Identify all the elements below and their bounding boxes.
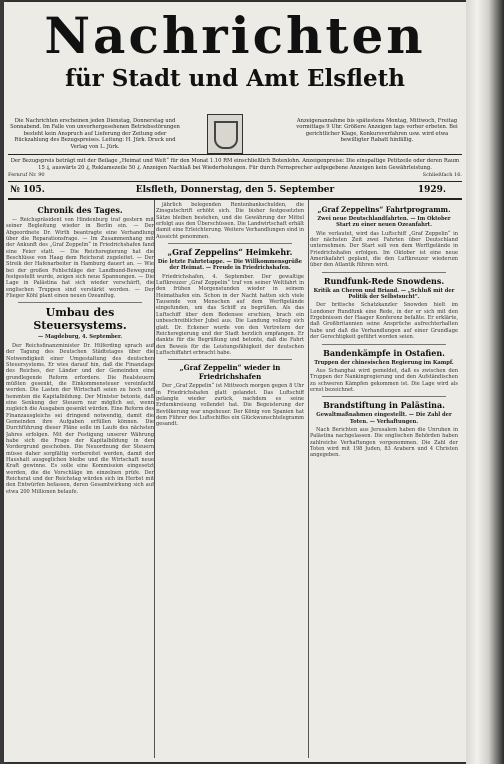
divider	[322, 272, 446, 273]
article-subheading: — Magdeburg, 4. September.	[37, 334, 123, 341]
article-heading: Chronik des Tages.	[37, 205, 123, 215]
article-text: Friedrichshafen, 4. September. Der gewaltige Luftkreuzer „Graf Zeppelin“ traf von seiner Weltfahrt in den frühen Morgenstunden wieder in seinem Heimathafen ein. Schon in der Nacht hatten sich viele Tausende von Menschen auf dem Werftgelände eingefunden, um das Schiff zu begrüßen. Als das Luftschiff über dem Bodensee erschien, brach ein unbeschreiblicher Jubel aus. Die Landung vollzog sich glatt. Dr. Eckener wurde von den Vertretern der Reichsregierung und der Stadt herzlich empfangen. Er dankte für die Begrüßung und betonte, daß die Fahrt den Beweis für die Leistungsfähigkeit der deutschen Luftschiffahrt erbracht habe.	[156, 273, 304, 356]
divider	[8, 181, 462, 182]
divider	[8, 154, 462, 155]
column-rule	[154, 200, 155, 758]
price-line: Der Bezugspreis beträgt mit der Beilage „Heimat und Welt“ für den Monat 1.10 RM einschließlich Botenlohn. Anzeigenpreise: Die einspaltige Petitzeile oder deren Raum 15 ₰, auswärts 20 ₰, Reklamezeile 50 ₰. Anzeigen Nachlaß bei Wiederholungen. Für durch Fernsprecher aufgegebene Anzeigen kein Gewährleistung.	[10, 158, 460, 171]
page-edge	[466, 0, 504, 764]
article-subheading: Gewaltmaßnahmen eingestellt. — Die Zahl der Toten. — Verhaftungen.	[316, 412, 452, 425]
article-heading: „Graf Zeppelins“ Heimkehr.	[167, 247, 293, 258]
article-heading: „Graf Zeppelins“ Fahrtprogramm.	[317, 205, 451, 214]
article-subheading: Die letzte Fahrtetappe. — Die Willkommensgrüße der Heimat. — Freude in Friedrichshafen.	[157, 259, 303, 272]
article-heading: Bandenkämpfe in Ostafien.	[323, 347, 445, 358]
masthead	[4, 8, 466, 92]
article-heading: Brandstiftung in Palästina.	[323, 400, 445, 411]
article-subheading: Zwei neue Deutschlandfahrten. — Im Oktober Start zu einer neuen Ozeanfahrt.	[317, 216, 451, 229]
divider	[322, 344, 446, 345]
column-2	[156, 202, 304, 758]
divider	[168, 359, 292, 360]
article-subheading: Truppen der chinesischen Regierung im Kampf.	[314, 359, 454, 366]
divider	[18, 302, 142, 303]
article-text: Der britische Schatzkanzler Snowden hielt im Londoner Rundfunk eine Rede, in der er sich mit den Ergebnissen der Haager Konferenz befaßte. Er erklärte, daß Großbritannien seine Ansprüche aufrechterhalten habe und daß die Verhandlungen auf einer Grundlage der Gerechtigkeit geführt worden seien.	[310, 302, 458, 341]
article-text: Wie verlautet, wird das Luftschiff „Graf Zeppelin“ in der nächsten Zeit zwei Fahrten über Deutschland unternehmen. Der Start soll von dem Werftgelände in Friedrichshafen erfolgen. Im Oktober ist eine neue Amerikafahrt geplant, die den Luftkreuzer wiederum über den Atlantik führen wird.	[310, 230, 458, 269]
divider	[168, 243, 292, 244]
column-rule	[308, 200, 309, 758]
coat-of-arms-icon	[207, 114, 243, 154]
post-box: Schließfach 16.	[422, 172, 462, 178]
masthead-subtitle: für Stadt und Amt Elsfleth	[65, 65, 405, 92]
dateline	[8, 185, 462, 197]
column-1	[6, 202, 154, 758]
article-text: Der Reichsfinanzminister Dr. Hilferding sprach auf der Tagung des Deutschen Städtetages über die Notwendigkeit einer Umgestaltung des deutschen Steuersystems. Er wies darauf hin, daß die Finanzlage des Reiches, der Länder und der Gemeinden eine grundlegende Reform erfordere. Die Realsteuern müßten gesenkt, die Einkommensteuer vereinfacht werden. Die Lasten der Wirtschaft seien zu hoch und hemmten die Kapitalbildung. Der Minister betonte, daß eine Senkung der Steuern nur möglich sei, wenn zugleich die Ausgaben gesenkt würden. Eine Reform des Finanzausgleichs sei dringend notwendig, damit die Gemeinden ihre Aufgaben erfüllen können. Die Durchführung dieser Pläne solle im Laufe des nächsten Jahres erfolgen. Mit der Festigung unserer Währung habe sich die Frage der Kapitalbildung in den Vordergrund geschoben. Die Neuordnung der Steuern müsse daher sorgfältig vorbereitet werden, damit der Haushalt ausgeglichen bleibe und die Wirtschaft neue Kraft gewinne. Es solle eine Kommission eingesetzt werden, die die Vorschläge im einzelnen prüfe. Der Reichsrat und der Reichstag würden sich im Herbst mit den Entwürfen befassen, deren Gesamtwirkung sich auf etwa 200 Millionen belaufe.	[6, 342, 154, 495]
masthead-title: Nachrichten	[44, 6, 426, 65]
article-heading: Rundfunk-Rede Snowdens.	[323, 275, 445, 286]
divider	[322, 396, 446, 397]
article-heading: „Graf Zeppelin“ wieder in Friedrichshafen	[179, 363, 281, 382]
year: 1929.	[417, 185, 446, 195]
article-text: Nach Berichten aus Jerusalem haben die Unruhen in Palästina nachgelassen. Die englischen Behörden haben zahlreiche Verhaftungen vorgenommen. Die Zahl der Toten wird mit 198 Juden, 83 Arabern und 4 Christen angegeben.	[310, 426, 458, 459]
phone-number: Fernruf Nr. 90	[8, 172, 45, 178]
issue-number: № 105.	[10, 185, 45, 195]
article-text: Der „Graf Zeppelin“ ist Mittwoch morgen gegen 8 Uhr in Friedrichshafen glatt gelandet. Das Luftschiff gelangte wieder zurück, nachdem es seine Erdumkreisung vollendet hat. Die Begeisterung der Bevölkerung war ungeheuer. Der König von Spanien hat dem Führer des Luftschiffes ein Glückwunschtelegramm gesandt.	[156, 383, 304, 428]
article-heading: Umbau des Steuersystems.	[33, 306, 127, 333]
article-subheading: Kritik an Cheron und Briand. — „Schluß mit der Politik der Selbstsucht“.	[313, 287, 455, 301]
divider	[8, 198, 462, 200]
article-text: jährlich belegenden Rentenbankschulden, die Zinsgutschrift erhöht sich. Die bisher festgesetzten Sätze bleiben bestehen, und die Gewährung der Mittel erfolgt aus den Überschüssen. Die Landwirtschaft erhält damit eine Erleichterung. Weitere Verhandlungen sind in Aussicht genommen.	[156, 202, 304, 240]
newspaper-page	[4, 2, 466, 762]
header-info-right: Anzeigenannahme bis spätestens Montag, Mittwoch, Freitag vormittags 9 Uhr. Größere Anzeigen tags vorher erbeten. Bei gerichtlicher Klage, Konkursverfahren usw. wird etwa bewilligter Rabatt hinfällig.	[296, 118, 458, 144]
column-3	[310, 202, 458, 758]
article-text: — Reichspräsident von Hindenburg traf gestern mit seiner Begleitung wieder in Berlin ein. — Der Abgeordnete Dr. Wirth beantragte eine Verhandlung über die Reparationsfrage. — Im Zusammenhang mit der Ankunft des „Graf Zeppelin“ in Friedrichshafen fand eine Feier statt. — Die Reichsregierung hat die Beschlüsse von Haag dem Reichsrat zugeleitet. — Der Streik der Hafenarbeiter in Hamburg dauert an. — Wie bei der großen Fehlschläge der Landbund-Bewegung festgestellt wurde, zeigen sich neue Spannungen. — Die Lage in Palästina hat sich wieder verschärft, die englischen Truppen sind verstärkt worden. — Der Flieger Köhl plant einen neuen Ozeanflug.	[6, 217, 154, 300]
header-info-left: Die Nachrichten erscheinen jeden Dienstag, Donnerstag und Sonnabend. Im Falle von unvorhergesehenen Betriebsstörungen besteht kein Anspruch auf Lieferung der Zeitung oder Rückzahlung des Bezugspreises. Leitung: H. Jürk. Druck und Verlag von L. Jürk.	[10, 118, 180, 150]
place-date: Elsfleth, Donnerstag, den 5. September	[135, 185, 335, 195]
article-text: Aus Schanghai wird gemeldet, daß es zwischen den Truppen der Nankingregierung und den Aufständischen zu schweren Kämpfen gekommen ist. Die Lage wird als ernst bezeichnet.	[310, 367, 458, 393]
